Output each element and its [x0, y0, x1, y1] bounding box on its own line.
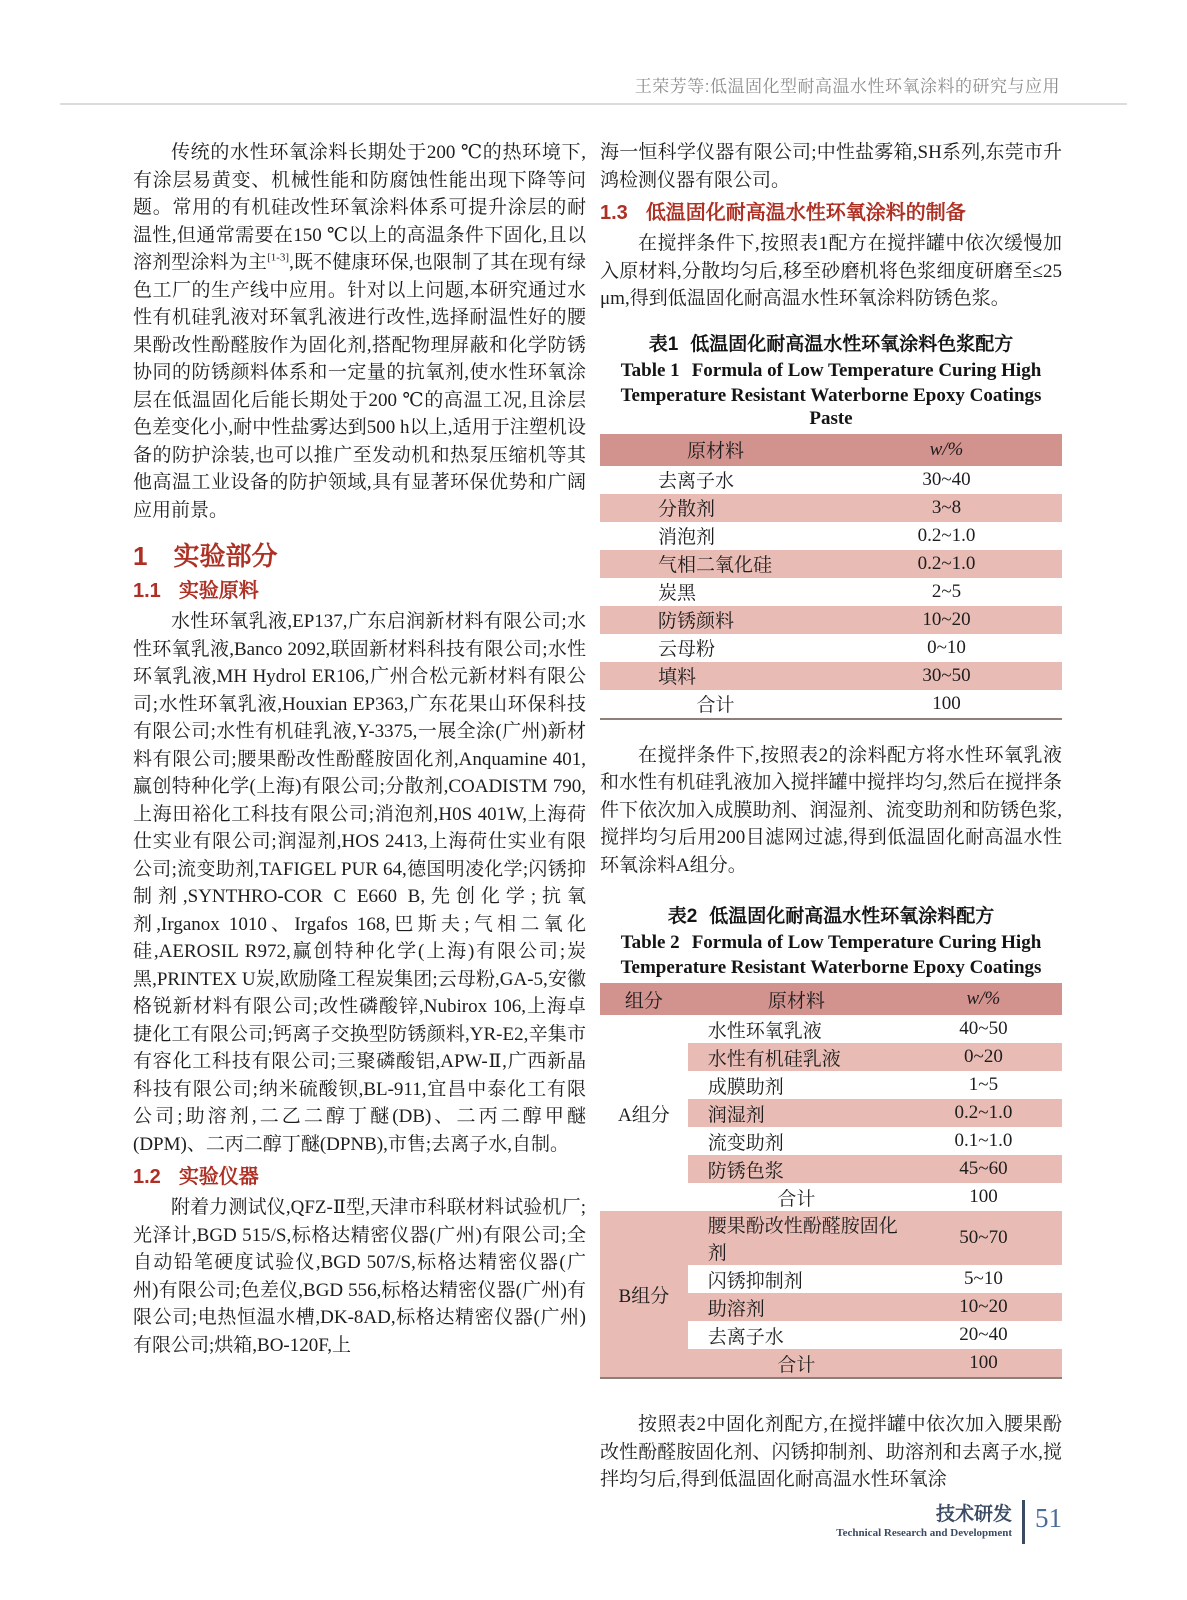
subsection-title: 实验仪器: [178, 1166, 259, 1188]
table1-title-cn: 低温固化耐高温水性环氧涂料色浆配方: [690, 333, 1014, 355]
cell-value: 1~5: [968, 1074, 999, 1095]
cell-value: 20~40: [959, 1324, 1008, 1345]
citation-ref: [1-3]: [267, 251, 290, 264]
table1-header-row: [600, 434, 1062, 466]
cell-value: 30~50: [831, 662, 1062, 690]
cell-value: 0~20: [905, 1043, 1062, 1071]
cell-value: 0.2~1.0: [831, 550, 1062, 578]
table1-header-material: 原材料: [600, 434, 831, 466]
footer-section-en: Technical Research and Development: [836, 1527, 1012, 1539]
intro-text-2: ,既不健康环保,也限制了其在现有绿色工厂的生产线中应用。针对以上问题,本研究通过水性有机硅乳液对环氧乳液进行改性,选择耐温性好的腰果酚改性酚醛胺作为固化剂,搭配物理屏蔽和化学防锈协同的防锈颜料体系和一定量的抗氧剂,使水性环氧涂层在低温固化后能长期处于200 ℃的高温工况,且涂层色差变化小,耐中性盐雾达到500 h以上,适用于注塑机设备的防护涂装,也可以推广至发动机和热泵压缩机等其他高温工业设备的防护领域,具有显著环保优势和广阔应用前景。: [133, 252, 586, 521]
table-row: [600, 522, 1062, 550]
cell-value: 30~40: [922, 468, 971, 490]
paste-preparation-paragraph: 在搅拌条件下,按照表1配方在搅拌罐中依次缓慢加入原材料,分散均匀后,移至砂磨机将色浆细度研磨至≤25 μm,得到低温固化耐高温水性环氧涂料防锈色浆。: [600, 233, 1062, 309]
cell-total-label: 合计: [777, 1188, 816, 1210]
table-row: [600, 634, 1062, 662]
materials-paragraph: 水性环氧乳液,EP137,广东启润新材料有限公司;水性环氧乳液,Banco 2092,联固新材料科技有限公司;水性环氧乳液,MH Hydrol ER106,广州合松元新材料有限公司;水性环氧乳液,Houxian EP363,广东花果山环保科技有限公司;水性有机硅乳液,Y-3375,一展全涂(广州)新材料有限公司;腰果酚改性酚醛胺固化剂,Anquamine 401,赢创特种化学(上海)有限公司;分散剂,COADISTM 790,上海田裕化工科技有限公司;消泡剂,H0S 401W,上海荷仕实业有限公司;润湿剂,HOS 2413,上海荷仕实业有限公司;流变助剂,TAFIGEL PUR 64,德国明凌化学;闪锈抑制剂,SYNTHRO-COR C E660 B,先创化学;抗氧剂,Irganox 1010、Irgafos 168,巴斯夫;气相二氧化硅,AEROSIL R972,赢创特种化学(上海)有限公司;炭黑,PRINTEX U炭,欧励隆工程炭集团;云母粉,GA-5,安徽格锐新材料有限公司;改性磷酸锌,Nubirox 106,上海卓捷化工有限公司;钙离子交换型防锈颜料,YR-E2,辛集市有容化工科技有限公司;三聚磷酸铝,APW-Ⅱ,广西新晶科技有限公司;纳米硫酸钡,BL-911,宜昌中泰化工有限公司;助溶剂,二乙二醇丁醚(DB)、二丙二醇甲醚(DPM)、二丙二醇丁醚(DPNB),市售;去离子水,自制。: [133, 611, 586, 1155]
section-title: 实验部分: [173, 541, 278, 571]
cell-material: 去离子水: [658, 471, 735, 492]
subsection-heading-1-3: [600, 202, 1062, 224]
instruments-paragraph-continued: 海一恒科学仪器有限公司;中性盐雾箱,SH系列,东莞市升鸿检测仪器有限公司。: [600, 142, 1062, 191]
intro-text-1: 传统的水性环氧涂料长期处于200 ℃的热环境下,有涂层易黄变、机械性能和防腐蚀性能出现下降等问题。常用的有机硅改性环氧涂料体系可提升涂层的耐温性,但通常需要在150 ℃以上的高温条件下固化,且以溶剂型涂料为主: [133, 142, 586, 273]
table1-total-row: [600, 690, 1062, 719]
table-row: [600, 1015, 1062, 1043]
table1-caption-en-line2: Temperature Resistant Waterborne Epoxy Coatings Paste: [620, 384, 1042, 429]
cell-total-label: 合计: [696, 695, 735, 716]
cell-material: 填料: [600, 662, 831, 690]
subsection-number: 1.2: [133, 1166, 161, 1188]
running-head: 王荣芳等:低温固化型耐高温水性环氧涂料的研究与应用: [634, 77, 1060, 96]
table2-label-cn: 表2: [667, 906, 698, 927]
footer-section: [836, 1504, 1012, 1540]
right-column: [600, 139, 1062, 1494]
cell-material: 助溶剂: [688, 1293, 905, 1321]
hardener-preparation-paragraph: 按照表2中固化剂配方,在搅拌罐中依次加入腰果酚改性酚醛胺固化剂、闪锈抑制剂、助溶剂和去离子水,搅拌均匀后,得到低温固化耐高温水性环氧涂: [600, 1414, 1062, 1490]
footer-section-cn: 技术研发: [935, 1504, 1012, 1525]
cell-material: 云母粉: [658, 639, 716, 660]
footer-divider: [1022, 1500, 1025, 1544]
cell-material: 气相二氧化硅: [600, 550, 831, 578]
subsection-title: 实验原料: [178, 580, 259, 602]
cell-value: 40~50: [959, 1018, 1008, 1039]
cell-value: 0.2~1.0: [905, 1099, 1062, 1127]
cell-material: 炭黑: [658, 583, 697, 604]
table-row: [600, 662, 1062, 690]
table2-title-cn: 低温固化耐高温水性环氧涂料配方: [709, 906, 995, 927]
table2-label-en: Table 2: [620, 932, 680, 953]
cell-value: 0.1~1.0: [954, 1130, 1013, 1151]
cell-material: 去离子水: [707, 1326, 784, 1348]
cell-material: 腰果酚改性酚醛胺固化剂: [688, 1211, 905, 1265]
cell-total-value: 100: [905, 1349, 1062, 1378]
cell-value: 45~60: [905, 1155, 1062, 1183]
cell-value: 0.2~1.0: [917, 524, 976, 546]
table2-title-en1: Formula of Low Temperature Curing High: [691, 932, 1042, 953]
cell-material: 成膜助剂: [707, 1076, 784, 1098]
table2-header-wpercent: w/%: [905, 983, 1062, 1015]
table2: [600, 983, 1062, 1379]
subsection-title: 低温固化耐高温水性环氧涂料的制备: [645, 202, 966, 224]
table1-caption-cn: [600, 333, 1062, 357]
component-a-paragraph: 在搅拌条件下,按照表2的涂料配方将水性环氧乳液和水性有机硅乳液加入搅拌罐中搅拌均匀,然后在搅拌条件下依次加入成膜助剂、润湿剂、流变助剂和防锈色浆,搅拌均匀后用200目滤网过滤,得到低温固化耐高温水性环氧涂料A组分。: [600, 744, 1062, 876]
table2-caption-en-line2: Temperature Resistant Waterborne Epoxy Coatings: [620, 957, 1042, 978]
cell-total-value: 100: [932, 692, 961, 714]
cell-material: 防锈颜料: [600, 606, 831, 634]
cell-total-value: 100: [969, 1186, 998, 1207]
subsection-number: 1.1: [133, 580, 161, 602]
table1-caption-en-line1: [600, 359, 1062, 382]
left-column: [133, 139, 586, 1359]
table-row: [600, 550, 1062, 578]
subsection-heading-1-2: [133, 1166, 586, 1188]
page-footer: [0, 1500, 1062, 1544]
page-number: 51: [1035, 1502, 1062, 1533]
table2-caption-en-line1: [600, 931, 1062, 954]
instruments-paragraph: 附着力测试仪,QFZ-Ⅱ型,天津市科联材料试验机厂;光泽计,BGD 515/S,标格达精密仪器(广州)有限公司;全自动铅笔硬度试验仪,BGD 507/S,标格达精密仪器(广州)有限公司;色差仪,BGD 556,标格达精密仪器(广州)有限公司;电热恒温水槽,DK-8AD,标格达精密仪器(广州)有限公司;烘箱,BO-120F,上: [133, 1197, 586, 1356]
table2-header-row: [600, 983, 1062, 1015]
cell-material: 润湿剂: [688, 1099, 905, 1127]
subsection-heading-1-1: [133, 580, 586, 602]
section-number: 1: [133, 541, 148, 571]
cell-value: 0~10: [927, 636, 966, 658]
table-row: [600, 466, 1062, 494]
cell-material: 水性有机硅乳液: [688, 1043, 905, 1071]
subsection-number: 1.3: [600, 202, 628, 224]
table1-title-en1: Formula of Low Temperature Curing High: [691, 359, 1042, 381]
cell-material: 闪锈抑制剂: [707, 1270, 803, 1292]
section-heading-1: [133, 540, 586, 572]
table2-caption-cn: [600, 905, 1062, 929]
cell-material: 消泡剂: [658, 527, 716, 548]
cell-material: 分散剂: [600, 494, 831, 522]
cell-material: 防锈色浆: [688, 1155, 905, 1183]
table1-caption: [600, 333, 1062, 430]
table1: [600, 434, 1062, 720]
table-row: [600, 606, 1062, 634]
header-rule: [60, 103, 1127, 105]
cell-value: 50~70: [905, 1211, 1062, 1265]
cell-value: 10~20: [831, 606, 1062, 634]
table2-header-component: 组分: [600, 983, 688, 1015]
table-row: [600, 494, 1062, 522]
cell-material: 水性环氧乳液: [707, 1020, 822, 1042]
table-row: [600, 1211, 1062, 1265]
table2-header-material: 原材料: [688, 983, 905, 1015]
intro-paragraph: [133, 139, 586, 524]
cell-total-label: 合计: [688, 1349, 905, 1378]
cell-component-a: A组分: [618, 1104, 670, 1126]
table-row: [600, 578, 1062, 606]
cell-material: 流变助剂: [707, 1132, 784, 1154]
cell-value: 3~8: [831, 494, 1062, 522]
cell-component-b: B组分: [600, 1211, 688, 1378]
table1-header-wpercent: w/%: [831, 434, 1062, 466]
cell-value: 10~20: [905, 1293, 1062, 1321]
cell-value: 5~10: [964, 1268, 1003, 1289]
table1-label-cn: 表1: [648, 333, 679, 355]
table1-label-en: Table 1: [620, 359, 680, 381]
table2-caption: [600, 905, 1062, 979]
cell-value: 2~5: [931, 580, 962, 602]
